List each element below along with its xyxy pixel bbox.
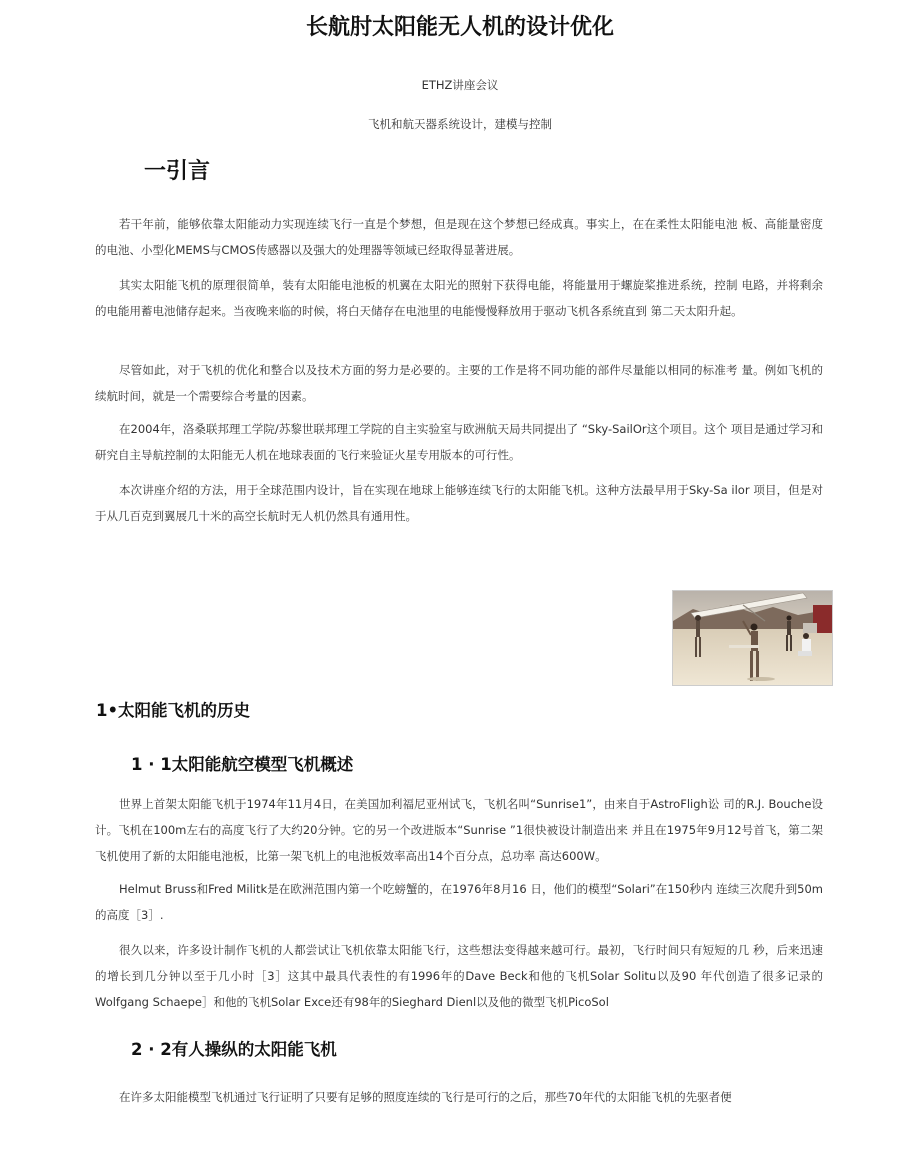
history-paragraph-4: 在许多太阳能模型飞机通过飞行证明了只要有足够的照度连续的飞行是可行的之后，那些70年代的太阳能飞机的先驱者便 — [119, 1090, 732, 1104]
intro-paragraph-2: 其实太阳能飞机的原理很简单，装有太阳能电池板的机翼在太阳光的照射下获得电能，将能量用于螺旋桨推进系统，控制 电路，并将剩余的电能用蓄电池储存起来。当夜晚来临的时候，将白天储存在电池里的电能慢慢释放用于驱动飞机各系统直到 第二天太阳升起。 — [95, 278, 823, 318]
subsection-heading-1-1: 1 · 1太阳能航空模型飞机概述 — [131, 755, 354, 774]
course-name: 飞机和航天器系统设计，建模与控制 — [368, 117, 552, 131]
intro-paragraph-5: 本次讲座介绍的方法，用于全球范围内设计，旨在实现在地球上能够连续飞行的太阳能飞机。这种方法最早用于Sky-Sa ilor 项目，但是对于从几百克到翼展几十米的高空长航时无人机仍然具有通用性。 — [95, 483, 823, 523]
history-paragraph-2: Helmut Bruss和Fred Militk是在欧洲范围内第一个吃螃蟹的，在1976年8月16 日，他们的模型“Solari”在150秒内 连续三次爬升到50m的高度［3］. — [95, 882, 823, 922]
intro-paragraph-4: 在2004年，洛桑联邦理工学院/苏黎世联邦理工学院的自主实验室与欧洲航天局共同提出了 “Sky-SailOr这个项目。这个 项目是通过学习和研究自主导航控制的太阳能无人机在地球表面的飞行来验证火星专用版本的可行性。 — [95, 422, 823, 462]
subsection-heading-2-2: 2 · 2有人操纵的太阳能飞机 — [131, 1040, 337, 1059]
history-paragraph-1: 世界上首架太阳能飞机于1974年11月4日，在美国加利福尼亚州试飞，飞机名叫“Sunrise1”，由来自于AstroFligh讼 司的R.J. Bouche设计。飞机在100m左右的高度飞行了大约20分钟。它的另一个改进版本“Sunrise ”1很快被设计制造出来 并且在1975年9月12号首飞，第二架飞机使用了新的太阳能电池板，比第一架飞机上的电池板效率高出14个百分点，总功率 高达600W。 — [95, 797, 823, 863]
solar-plane-photo-image — [673, 591, 832, 685]
intro-paragraph-1: 若干年前，能够依靠太阳能动力实现连续飞行一直是个梦想，但是现在这个梦想已经成真。事实上，在在柔性太阳能电池 板、高能量密度的电池、小型化MEMS与CMOS传感器以及强大的处理器等领域已经取得显著进展。 — [95, 217, 823, 257]
solar-plane-photo — [672, 590, 833, 686]
lecture-name: ETHZ讲座会议 — [421, 78, 499, 92]
history-paragraph-3: 很久以来，许多设计制作飞机的人都尝试让飞机依靠太阳能飞行，这些想法变得越来越可行。最初，飞行时间只有短短的几 秒，后来迅速的增长到几分钟以至于几小时［3］这其中最具代表性的有1996年的Dave Beck和他的飞机Solar Solitu以及90 年代创造了很多记录的Wolfgang Schaepe］和他的飞机Solar Exce还有98年的Sieghard Dienl以及他的微型飞机PicoSol — [95, 943, 823, 1009]
section-heading-intro: 一引言 — [144, 159, 211, 184]
section-heading-history: 1•太阳能飞机的历史 — [96, 701, 251, 720]
document-title: 长航肘太阳能无人机的设计优化 — [305, 15, 614, 40]
intro-paragraph-3: 尽管如此，对于飞机的优化和整合以及技术方面的努力是必要的。主要的工作是将不同功能的部件尽量能以相同的标准考 量。例如飞机的续航时间，就是一个需要综合考量的因素。 — [95, 363, 823, 403]
